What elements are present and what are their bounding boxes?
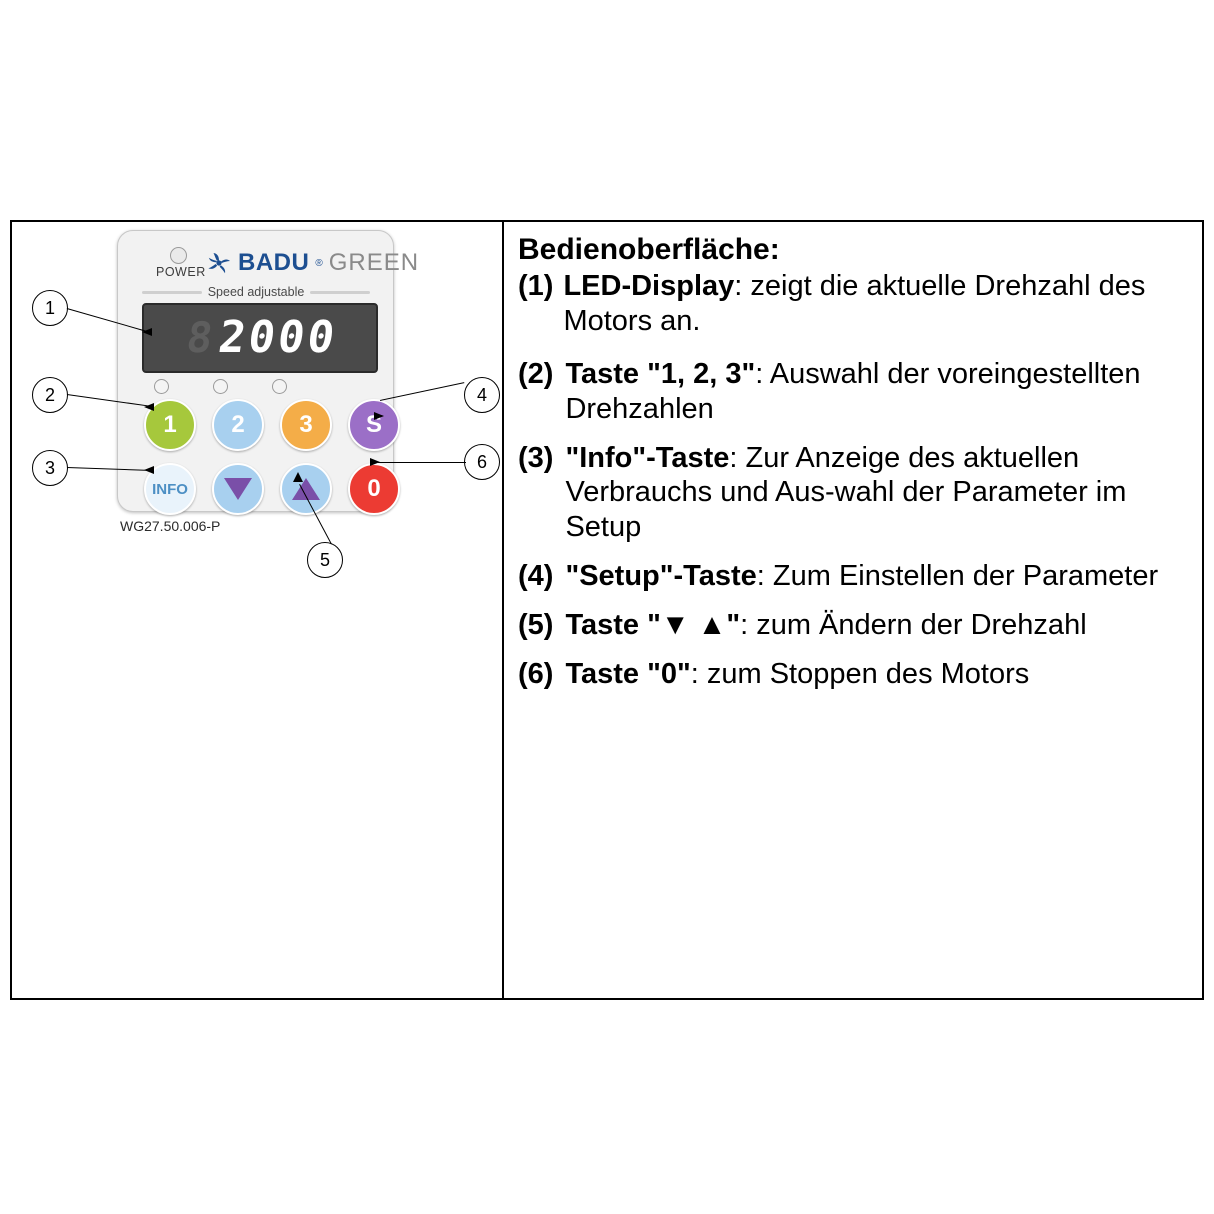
- legend-item-2-body: [565, 357, 1188, 427]
- callout-4: 4: [464, 377, 500, 413]
- callout-1: 1: [32, 290, 68, 326]
- brand-green-text: GREEN: [328, 249, 420, 276]
- legend-item-6-body: [565, 657, 1029, 692]
- led-display: [142, 303, 378, 373]
- legend-item-2: [518, 357, 1188, 427]
- legend-item-4-text: : Zum Einstellen der Parameter: [756, 559, 1159, 592]
- leader-arrow-4: [374, 412, 384, 420]
- indicator-led-3: [272, 379, 287, 394]
- increase-button[interactable]: [280, 463, 332, 515]
- legend-item-4-number: (4): [518, 559, 554, 592]
- speed-adjustable-label: Speed adjustable: [207, 285, 305, 299]
- leader-arrow-5: [293, 472, 303, 482]
- brand-badu-text: BADU: [238, 249, 310, 276]
- decrease-button[interactable]: [212, 463, 264, 515]
- figure-table: [10, 220, 1204, 1000]
- legend-item-6-number: (6): [518, 657, 554, 690]
- speed-1-button[interactable]: 1: [144, 399, 196, 451]
- leader-arrow-1: [142, 328, 152, 336]
- fan-icon: [206, 250, 232, 276]
- indicator-led-row: [154, 379, 354, 394]
- control-panel: [117, 230, 420, 512]
- setup-button[interactable]: S: [348, 399, 400, 451]
- legend-item-1-text: : zeigt die aktuelle Drehzahl des Motors an.: [563, 270, 1146, 338]
- legend-item-1-number: (1): [518, 270, 554, 303]
- legend-item-1-body: [563, 269, 1188, 339]
- legend-item-3-term: "Info"-Taste: [565, 441, 730, 474]
- legend-item-3-body: [565, 441, 1188, 545]
- legend-item-1-term: LED-Display: [563, 270, 735, 303]
- brand-tm-symbol: ®: [315, 257, 323, 269]
- legend-item-2-number: (2): [518, 357, 554, 390]
- triangle-down-icon: [224, 478, 252, 500]
- speed-2-button[interactable]: 2: [212, 399, 264, 451]
- speed-adjustable-banner: [142, 285, 370, 299]
- stop-button[interactable]: 0: [348, 463, 400, 515]
- legend-item-4-body: [565, 559, 1158, 594]
- indicator-led-1: [154, 379, 169, 394]
- power-led-icon: [170, 247, 187, 264]
- legend-item-6: [518, 657, 1188, 692]
- legend-item-3-number: (3): [518, 441, 554, 474]
- leader-line-6: [378, 462, 466, 463]
- leader-arrow-3: [144, 466, 154, 474]
- callout-6: 6: [464, 444, 500, 480]
- banner-line-left: [142, 291, 202, 294]
- legend-item-4-term: "Setup"-Taste: [565, 559, 757, 592]
- banner-line-right: [310, 291, 370, 294]
- legend-item-1: [518, 269, 1188, 339]
- brand-logo: [206, 249, 419, 277]
- button-row-top: [144, 399, 400, 451]
- callout-3: 3: [32, 450, 68, 486]
- indicator-led-2: [213, 379, 228, 394]
- speed-3-button[interactable]: 3: [280, 399, 332, 451]
- legend-item-2-term: Taste "1, 2, 3": [565, 357, 756, 390]
- legend-item-3: [518, 441, 1188, 545]
- model-code-label: WG27.50.006-P: [120, 518, 221, 534]
- legend-item-6-text: : zum Stoppen des Motors: [690, 657, 1030, 690]
- power-label: POWER: [156, 265, 206, 279]
- legend-item-5-body: [565, 608, 1086, 643]
- legend-item-2-text: : Auswahl der voreingestellten Drehzahlen: [565, 357, 1141, 425]
- button-row-bottom: [144, 463, 400, 515]
- leader-arrow-2: [144, 403, 154, 411]
- display-value: 2000: [215, 312, 341, 363]
- leader-arrow-6: [370, 458, 380, 466]
- info-button[interactable]: INFO: [144, 463, 196, 515]
- legend-cell: [504, 222, 1202, 998]
- callout-5: 5: [307, 542, 343, 578]
- legend-item-3-text: : Zur Anzeige des aktuellen Verbrauchs und Aus-wahl der Parameter im Setup: [565, 441, 1127, 544]
- legend-item-5: [518, 608, 1188, 643]
- legend-item-4: [518, 559, 1188, 594]
- device-illustration-cell: [12, 222, 504, 998]
- legend-item-5-term: Taste "▼ ▲": [565, 608, 741, 641]
- display-ghost-digit: 8: [183, 313, 220, 362]
- legend-heading: Bedienoberfläche:: [518, 233, 780, 266]
- callout-2: 2: [32, 377, 68, 413]
- legend-item-6-term: Taste "0": [565, 657, 691, 690]
- legend-item-5-number: (5): [518, 608, 554, 641]
- legend-item-5-text: : zum Ändern der Drehzahl: [740, 608, 1087, 641]
